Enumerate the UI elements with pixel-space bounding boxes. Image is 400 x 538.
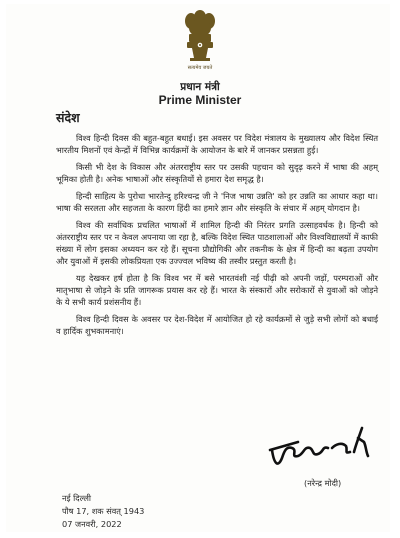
place-and-date: [62, 492, 144, 531]
national-emblem-icon: [180, 8, 220, 70]
place: नई दिल्ली: [62, 493, 91, 503]
date-saka: पौष 17, शक संवत् 1943: [62, 506, 145, 516]
paragraph: विश्व हिन्दी दिवस की बहुत-बहुत बधाई। इस अवसर पर विदेश मंत्रालय के मुख्यालय और विदेश स्थित भारतीय मिशनों एवं केन्द्रों में विभिन्न कार्यक्रमों के आयोजन के बारे में जानकर प्रसन्नता हुई।: [56, 133, 378, 155]
paragraph: यह देखकर हर्ष होता है कि विश्व भर में बसे भारतवंशी नई पीढ़ी को अपनी जड़ों, परम्पराओं और मातृभाषा से जोड़ने के प्रति जागरूक प्रयास कर रहे हैं। भारत के संस्कारों और सरोकारों से युवाओं को जोड़ने के ये सभी कार्य प्रशंसनीय हैं।: [56, 273, 378, 307]
date-gregorian: 07 जनवरी, 2022: [62, 519, 122, 529]
message-body: [56, 132, 378, 342]
signer-name: (नरेन्द्र मोदी): [304, 478, 342, 488]
title-english: Prime Minister: [158, 93, 242, 107]
paragraph: हिन्दी साहित्य के पुरोधा भारतेन्दु हरिश्चन्द्र जी ने 'निज भाषा उन्नति' को हर उन्नति का आधार कहा था। भाषा की सरलता और सहजता के कारण हिंदी का हमारे ज्ञान और संस्कृति के संचार में अहम् योगदान है।: [56, 191, 378, 213]
message-heading: संदेश: [56, 110, 80, 125]
message-letter: [6, 4, 390, 532]
paragraph: विश्व की सर्वाधिक प्रचलित भाषाओं में शामिल हिन्दी की निरंतर प्रगति उत्साहवर्धक है। हिन्दी को अंतरराष्ट्रीय स्तर पर न केवल अपनाया जा रहा है, बल्कि विदेश स्थित पाठशालाओं और विश्वविद्यालयों में काफी संख्या में लोग इसका अध्ययन कर रहे हैं। सूचना प्रौद्योगिकी और तकनीक के क्षेत्र में हिन्दी का बढ़ता उपयोग और युवाओं में इसकी लोकप्रियता एक उज्ज्वल भविष्य की तस्वीर प्रस्तुत करती है।: [56, 220, 378, 266]
title-hindi: प्रधान मंत्री: [180, 81, 220, 93]
emblem-motto: सत्यमेव जयते: [187, 65, 213, 71]
paragraph: विश्व हिन्दी दिवस के अवसर पर देश-विदेश में आयोजित हो रहे कार्यक्रमों से जुड़े सभी लोगों को बधाई व हार्दिक शुभकामनाएं।: [56, 314, 378, 336]
paragraph: किसी भी देश के विकास और अंतरराष्ट्रीय स्तर पर उसकी पहचान को सुदृढ़ करने में भाषा की अहम् भूमिका होती है। अनेक भाषाओं और संस्कृतियों से हमारा देश समृद्ध है।: [56, 162, 378, 184]
signature-icon: [268, 424, 378, 472]
